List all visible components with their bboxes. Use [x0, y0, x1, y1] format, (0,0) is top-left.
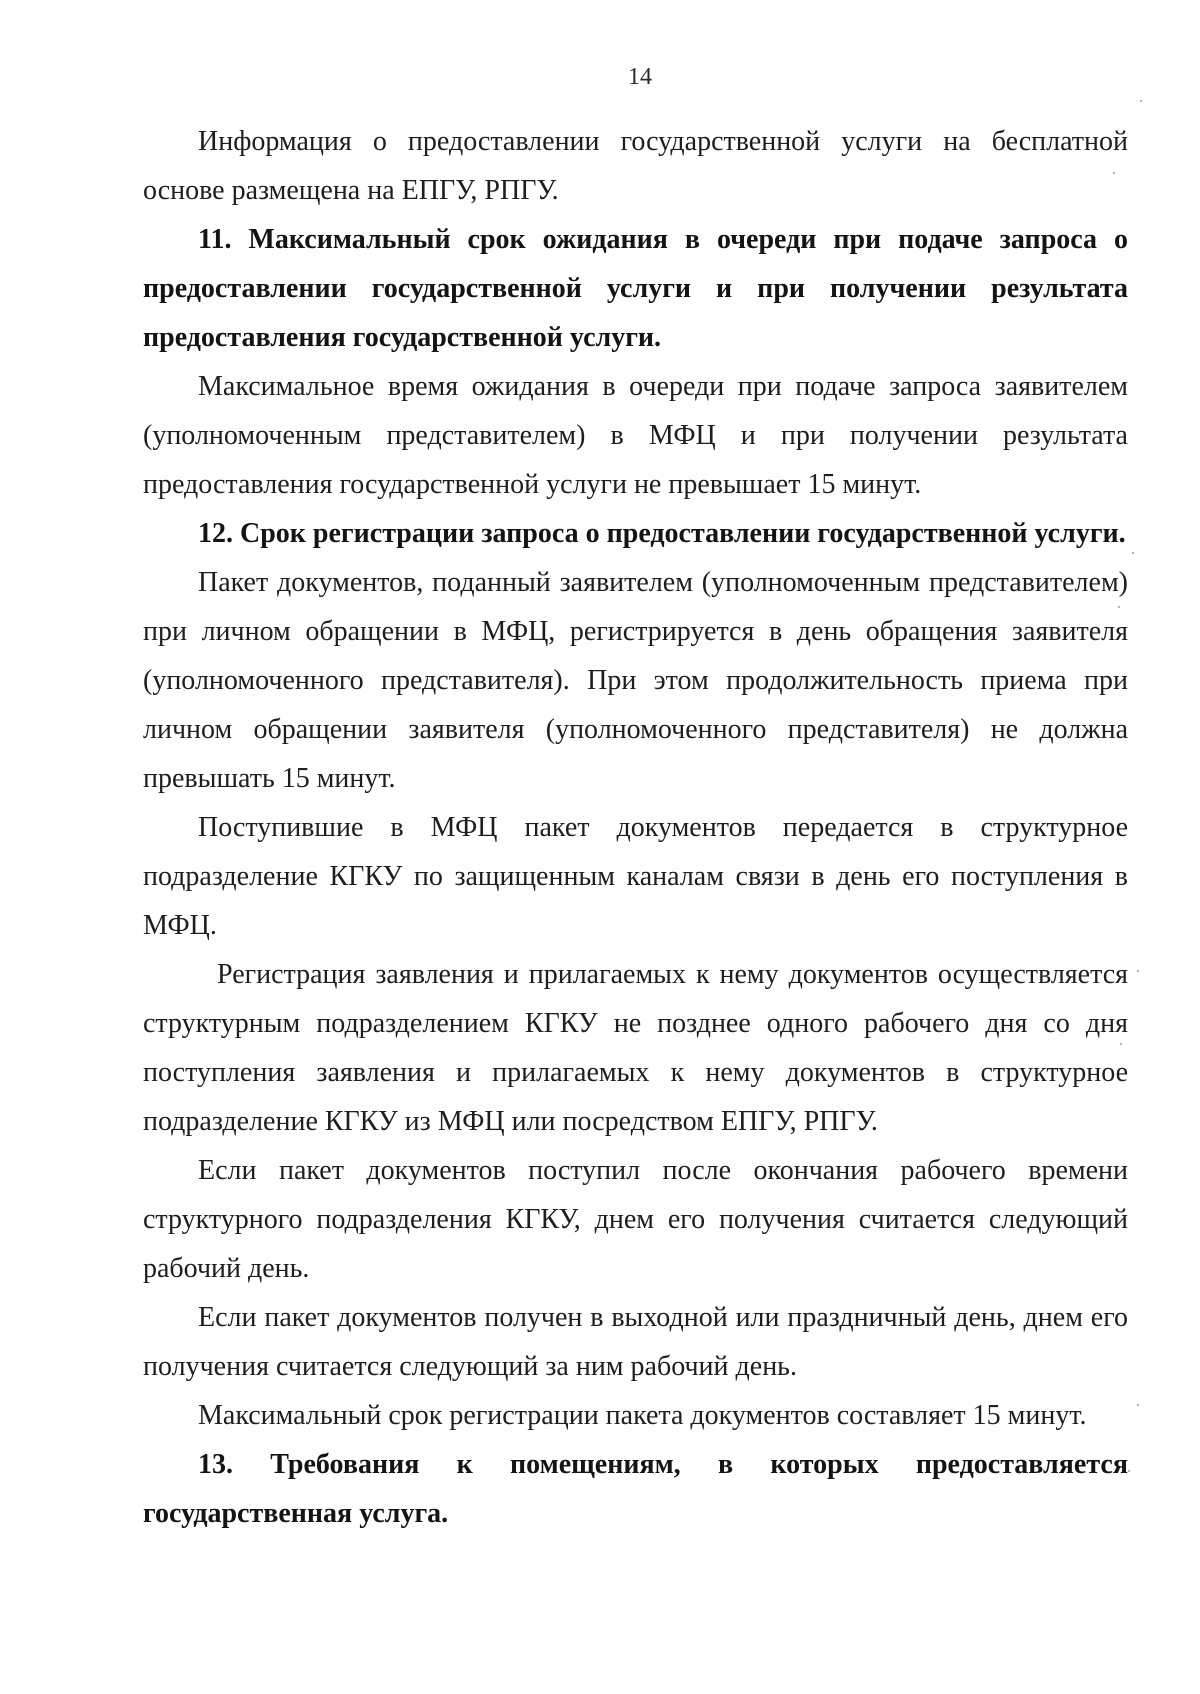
heading-section-13: 13. Требования к помещениям, в которых предоставляется государственная услуга.	[143, 1449, 1128, 1529]
heading-section-11: 11. Максимальный срок ожидания в очереди при подаче запроса о предоставлении государственной услуги и при получении результата предоставления государственной услуги.	[143, 224, 1128, 353]
page-number: 14	[628, 64, 652, 90]
scan-speck	[1140, 100, 1142, 102]
document-body	[143, 117, 1128, 1538]
scan-speck	[1137, 970, 1139, 972]
scan-speck	[1120, 1043, 1122, 1045]
paragraph-document-package: Пакет документов, поданный заявителем (уполномоченным представителем) при личном обращении в МФЦ, регистрируется в день обращения заявителя (уполномоченного представителя). При этом продолжительность приема при личном обращении заявителя (уполномоченного представителя) не должна превышать 15 минут.	[143, 567, 1128, 794]
scan-speck	[1128, 1470, 1130, 1472]
scan-speck	[1137, 1404, 1139, 1406]
paragraph-after-hours: Если пакет документов поступил после окончания рабочего времени структурного подразделения КГКУ, днем его получения считается следующий рабочий день.	[143, 1155, 1128, 1284]
scan-speck	[1118, 606, 1120, 608]
scan-speck	[1113, 172, 1115, 174]
paragraph-transfer-to-kgku: Поступившие в МФЦ пакет документов передается в структурное подразделение КГКУ по защищенным каналам связи в день его поступления в МФЦ.	[143, 812, 1128, 941]
paragraph-max-registration-time: Максимальный срок регистрации пакета документов составляет 15 минут.	[198, 1400, 1087, 1431]
paragraph-free-info: Информация о предоставлении государственной услуги на бесплатной основе размещена на ЕПГУ, РПГУ.	[143, 126, 1128, 206]
heading-section-12: 12. Срок регистрации запроса о предоставлении государственной услуги.	[198, 518, 1126, 549]
scan-speck	[1132, 552, 1134, 554]
paragraph-max-wait-time: Максимальное время ожидания в очереди при подаче запроса заявителем (уполномоченным представителем) в МФЦ и при получении результата предоставления государственной услуги не превышает 15 минут.	[143, 371, 1128, 500]
paragraph-registration: Регистрация заявления и прилагаемых к нему документов осуществляется структурным подразделением КГКУ не позднее одного рабочего дня со дня поступления заявления и прилагаемых к нему документов в структурное подразделение КГКУ из МФЦ или посредством ЕПГУ, РПГУ.	[143, 959, 1128, 1137]
paragraph-holiday: Если пакет документов получен в выходной или праздничный день, днем его получения считается следующий за ним рабочий день.	[143, 1302, 1128, 1382]
